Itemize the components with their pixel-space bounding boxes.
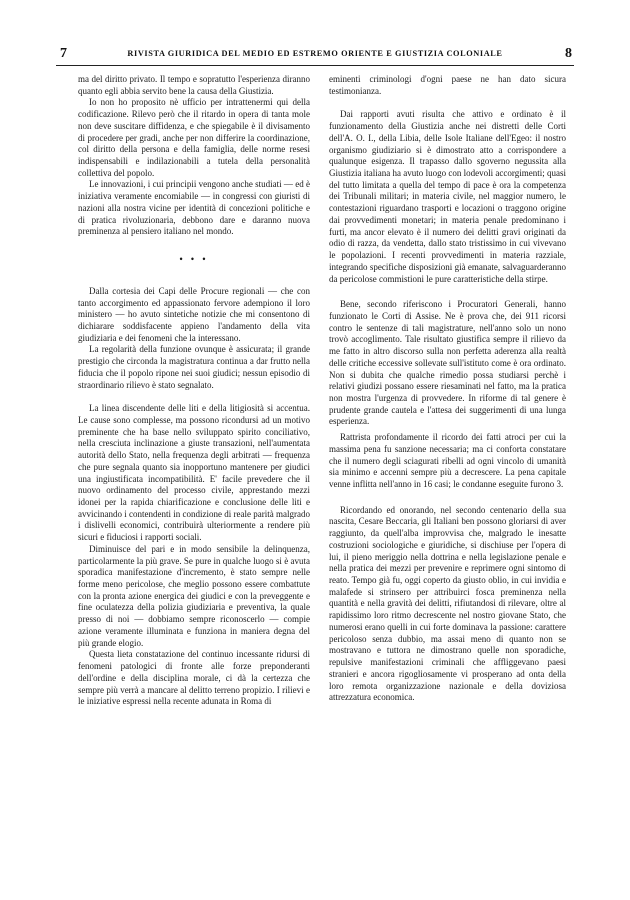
paragraph: ma del diritto privato. Il tempo e sopratutto l'esperienza diranno quanto egli abbia servito bene la causa della Giustizia.: [78, 74, 310, 96]
left-column: [78, 74, 310, 708]
paragraph: Dai rapporti avuti risulta che attivo e ordinato è il funzionamento della Giustizia anche nei distretti delle Corti dell'A. O. I., della Libia, delle Isole Italiane dell'Egeo: il nostro organismo giudiziario si è dimostrato atto a corrispondere a qualunque esigenza. Il trapasso dallo sgoverno negussita alla Giustizia italiana ha avuto luogo con lodevoli accorgimenti; quasi del tutto limitata a quella del tempo di pace è ora la competenza dei Tribunali militari; in materia civile, nel maggior numero, le contestazioni riguardano trasporti e locazioni o traggono origine dai provvedimenti monetari; in materia penale predominano i furti, ma ancor elevato è il numero dei delitti gravi originati da odio di razza, da vendetta, dallo stato tristissimo in cui vivevano le popolazioni. I recenti provvedimenti in materia razziale, integrando specifiche disposizioni già emanate, salvaguarderanno da pericolose commistioni le pure caratteristiche della stirpe.: [329, 109, 566, 284]
running-header: [56, 46, 574, 62]
journal-title: RIVISTA GIURIDICA DEL MEDIO ED ESTREMO ORIENTE E GIUSTIZIA COLONIALE: [127, 49, 503, 58]
page-number-left: 7: [60, 46, 67, 61]
right-column: [329, 74, 566, 704]
paragraph: Questa lieta constatazione del continuo incessante ridursi di fenomeni patologici di fronte alle forze preponderanti dell'ordine e della disciplina morale, ci dà la certezza che sempre più verrà a mancare al delitto terreno propizio. I rilievi e le iniziative espressi nella recente adunata in Roma di: [78, 649, 310, 707]
paragraph: Io non ho proposito nè ufficio per intrattenermi qui della codificazione. Rilevo però che il ritardo in opera di tanta mole non deve suscitare diffidenza, e che spiegabile è il divisamento di procedere per gradi, anche per non differire la coordinazione, col diritto della persona e della famiglia, delle norme resesi indispensabili e indilazionabili a tutela della personalità collettiva del popolo.: [78, 97, 310, 178]
paragraph: Ricordando ed onorando, nel secondo centenario della sua nascita, Cesare Beccaria, gli Italiani ben possono gloriarsi di aver raggiunto, da quell'alba improvvisa che, malgrado le inesatte costruzioni sociologiche e giuridiche, si dischiuse per l'opera di lui, il pieno meriggio nella dottrina e nella legislazione penale e nella pratica dei mezzi per prevenire e reprimere ogni sintomo di reato. Tempo già fu, oggi coperto da giusto oblio, in cui invidia e malafede si strinsero per attribuirci fosca preminenza nella quantità e nella gravità dei delitti, rifiutandosi di rilevare, oltre al rapidissimo loro ritmo decrescente nel nostro giovane Stato, che numerosi erano quelli in cui forte dominava la passione: carattere pericoloso senza dubbio, ma assai meno di quanto non se mostravano e tuttora ne dimostrano quelle non sporadiche, repulsive manifestazioni criminali che affliggevano paesi stranieri e ancora rigogliosamente vi prosperano ad onta della loro remota organizzazione nazionale e della doviziosa attrezzatura economica.: [329, 504, 566, 703]
section-separator: • • •: [179, 254, 209, 265]
paragraph: Dalla cortesia dei Capi delle Procure regionali — che con tanto accorgimento ed appassionato fervore adempiono il loro ministero — ho avuto sintetiche notizie che mi consentono di dichiarare soddisfacente appieno l'andamento della vita giudiziaria e dei fenomeni che la interessano.: [78, 285, 310, 343]
paragraph: La linea discendente delle liti e della litigiosità si accentua. Le cause sono complesse, ma possono ricondursi ad un motivo preminente che ha base nello sviluppato spirito conciliativo, nella cresciuta inclinazione a giuste transazioni, nell'aumentata autorità dello Stato, nella frequenza degli arbitrati — frequenza che pure segnala quanto sia inopportuno mantenere per giudici una ingiustificata incompatibilità. E' facile prevedere che il nuovo ordinamento del processo civile, apprestando mezzi idonei per la rapida chiarificazione e conclusione delle liti e avvicinando i contendenti in condizione di reale parità malgrado i dislivelli economici, contribuirà ulteriormente a rendere più sicuri e fiduciosi i rapporti sociali.: [78, 403, 310, 543]
paragraph: eminenti criminologi d'ogni paese ne han dato sicura testimonianza.: [329, 74, 566, 96]
header-rule: [56, 65, 574, 66]
paragraph: Rattrista profondamente il ricordo dei fatti atroci per cui la massima pena fu sanzione necessaria; ma ci conforta constatare che il numero degli sciagurati ribelli ad ogni vincolo di umanità sia minimo e accenni sempre più a decrescere. La pena capitale venne inflitta nell'anno in 16 casi; le condanne eseguite furono 3.: [329, 432, 566, 489]
paragraph: Diminuisce del pari e in modo sensibile la delinquenza, particolarmente la più grave. Se pure in qualche luogo si è avuta sporadica manifestazione d'incremento, è stato sempre nelle forme meno pericolose, che meglio possono essere combattute con la pronta azione energica dei giudici e con la preveggente e fine oculatezza della polizia giudiziaria e preventiva, la quale presso di noi — dobbiamo sempre riconoscerlo — compie azione veramente illuminata e funziona in maniera degna del più grande elogio.: [78, 543, 310, 648]
page-number-right: 8: [565, 46, 572, 61]
paragraph: Bene, secondo riferiscono i Procuratori Generali, hanno funzionato le Corti di Assise. Ne è prova che, dei 911 ricorsi contro le sentenze di tali magistrature, nell'anno solo un nono trovò accoglimento. Tale risultato giustifica sempre il rilievo da me fatto in altro discorso sulla non perfetta aderenza alla realtà delle critiche eccessive sollevate sull'istituto come è ora ordinato. Non si dubita che qualche rimedio possa studiarsi perchè i relativi giudizi possano essere riesaminati nel fatto, ma la pratica non mostra l'urgenza di provvedere. In riforme di tal genere è prudente grande cautela e l'attesa dei suggerimenti di una lunga esperienza.: [329, 299, 566, 427]
paragraph: La regolarità della funzione ovunque è assicurata; il grande prestigio che circonda la magistratura continua a dar frutto nella fiducia che il popolo ripone nei suoi giudici; nessun episodio di straordinario rilievo è stato segnalato.: [78, 344, 310, 390]
paragraph: Le innovazioni, i cui principii vengono anche studiati — ed è iniziativa veramente encomiabile — in congressi con giuristi di nazioni alla nostra vicine per identità di concezioni politiche e di pratica rivoluzionaria, debbono dare e daranno nuova preminenza al pensiero italiano nel mondo.: [78, 179, 310, 237]
